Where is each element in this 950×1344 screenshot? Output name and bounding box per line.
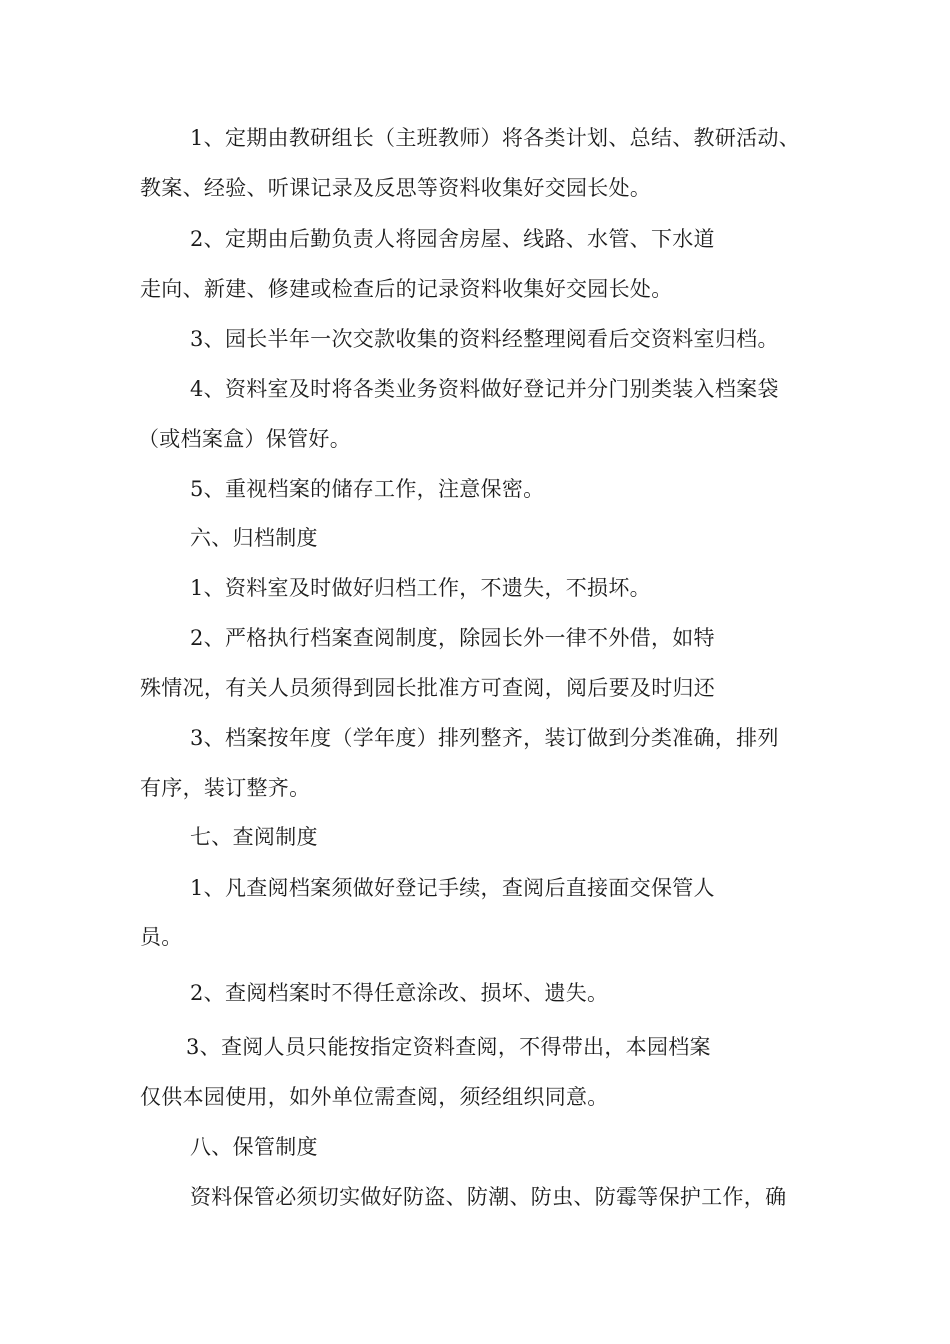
text-line-5: 3、园长半年一次交款收集的资料经整理阅看后交资料室归档。 [190, 327, 779, 351]
text-line-6: 4、资料室及时将各类业务资料做好登记并分门别类装入档案袋 [190, 377, 779, 401]
text-line-4: 走向、新建、修建或检查后的记录资料收集好交园长处。 [140, 277, 673, 301]
text-line-18: 2、查阅档案时不得任意涂改、损坏、遗失。 [190, 981, 609, 1005]
text-line-17: 员。 [140, 925, 183, 949]
text-line-12: 殊情况，有关人员须得到园长批准方可查阅，阅后要及时归还 [140, 676, 716, 700]
section-heading-archiving: 六、归档制度 [190, 526, 318, 550]
text-line-2: 教案、经验、听课记录及反思等资料收集好交园长处。 [140, 176, 652, 200]
text-line-20: 仅供本园使用，如外单位需查阅，须经组织同意。 [140, 1085, 609, 1109]
text-line-11: 2、严格执行档案查阅制度，除园长外一律不外借，如特 [190, 626, 715, 650]
text-line-10: 1、资料室及时做好归档工作，不遗失，不损坏。 [190, 576, 651, 600]
section-heading-consultation: 七、查阅制度 [190, 825, 318, 849]
text-line-8: 5、重视档案的储存工作，注意保密。 [190, 477, 545, 501]
text-line-7: （或档案盒）保管好。 [138, 427, 351, 451]
text-line-1: 1、定期由教研组长（主班教师）将各类计划、总结、教研活动、 [190, 126, 801, 150]
text-line-3: 2、定期由后勤负责人将园舍房屋、线路、水管、下水道 [190, 227, 715, 251]
section-heading-custody: 八、保管制度 [190, 1135, 318, 1159]
text-line-13: 3、档案按年度（学年度）排列整齐，装订做到分类准确，排列 [190, 726, 779, 750]
text-line-16: 1、凡查阅档案须做好登记手续，查阅后直接面交保管人 [190, 876, 715, 900]
text-line-19: 3、查阅人员只能按指定资料查阅，不得带出，本园档案 [186, 1035, 711, 1059]
text-line-22: 资料保管必须切实做好防盗、防潮、防虫、防霉等保护工作，确 [190, 1185, 787, 1209]
text-line-14: 有序，装订整齐。 [140, 776, 311, 800]
